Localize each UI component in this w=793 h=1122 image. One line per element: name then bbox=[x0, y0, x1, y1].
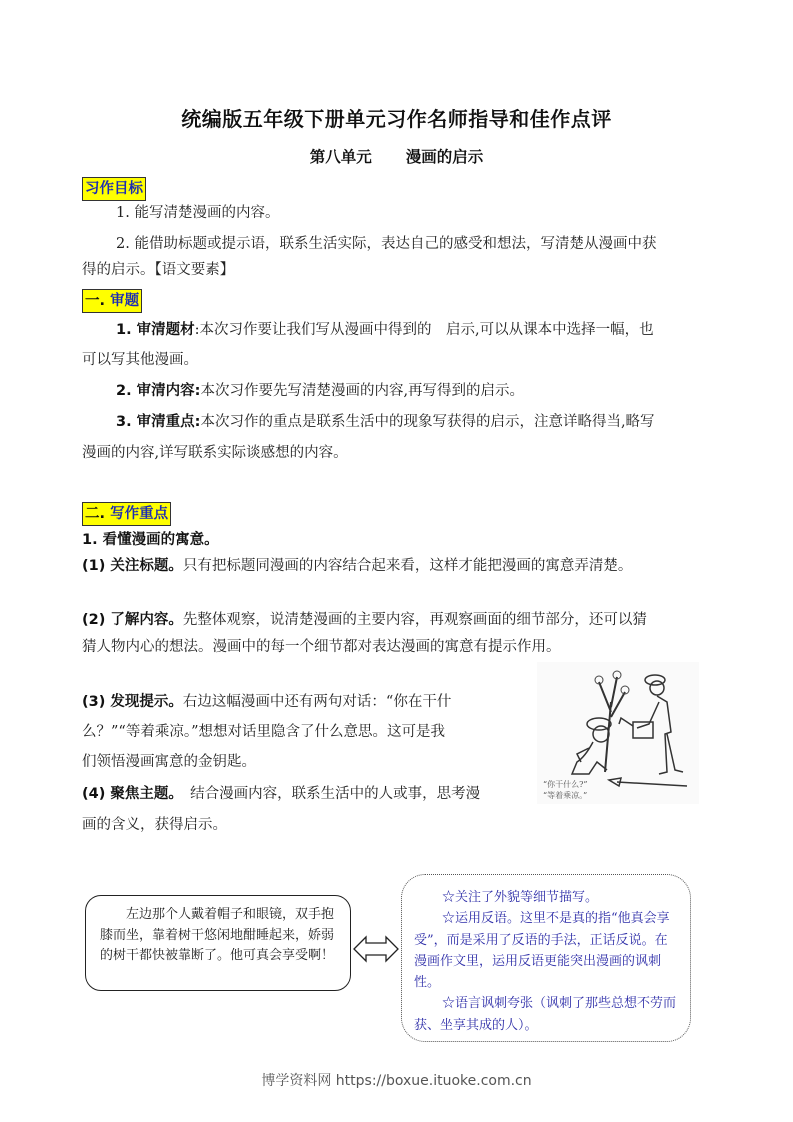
review-item-head: 1. 审清题材 bbox=[116, 322, 195, 338]
review-item-head: 2. 审清内容: bbox=[116, 383, 201, 399]
goal-item-2: 2. 能借助标题或提示语，联系生活实际，表达自己的感受和想法，写清楚从漫画中获 bbox=[116, 236, 657, 252]
focus-item-3 bbox=[82, 692, 451, 712]
comic-caption-1: “你干什么?” bbox=[543, 780, 588, 789]
review-item-1 bbox=[116, 320, 654, 340]
comic-illustration bbox=[537, 662, 699, 804]
double-arrow-icon bbox=[352, 934, 400, 964]
review-item-text: :本次习作要让我们写从漫画中得到的 启示,可以从课本中选择一幅，也 bbox=[194, 322, 654, 338]
review-item-text: 本次习作要先写清楚漫画的内容,再写得到的启示。 bbox=[200, 383, 525, 399]
focus-item-head: (2) 了解内容。 bbox=[82, 612, 183, 628]
focus-item-3-cont-1: 么？”“等着乘凉。”想想对话里隐含了什么意思。这可是我 bbox=[82, 724, 445, 740]
comment-item-2: ☆运用反语。这里不是真的指“他真会享受”，而是采用了反语的手法，正话反说。在漫画作文里，运用反语更能突出漫画的讽刺性。 bbox=[414, 911, 670, 991]
comment-box bbox=[401, 874, 691, 1042]
section-number: 二. bbox=[85, 506, 106, 522]
focus-item-text: 只有把标题同漫画的内容结合起来看，这样才能把漫画的寓意弄清楚。 bbox=[182, 558, 633, 574]
focus-item-head: (1) 关注标题。 bbox=[82, 558, 183, 574]
unit-subtitle bbox=[0, 145, 793, 167]
comic-drawing-icon bbox=[537, 662, 699, 804]
focus-item-4-cont: 画的含义，获得启示。 bbox=[82, 817, 227, 833]
section-tag-focus bbox=[82, 502, 171, 526]
focus-heading: 1. 看懂漫画的寓意。 bbox=[82, 532, 219, 548]
focus-item-2 bbox=[82, 610, 647, 630]
review-item-head: 3. 审清重点: bbox=[116, 414, 201, 430]
section-tag-label: 审题 bbox=[110, 293, 140, 309]
focus-item-text: 先整体观察，说清楚漫画的主要内容，再观察画面的细节部分，还可以猜 bbox=[182, 612, 647, 628]
review-item-3 bbox=[116, 412, 655, 432]
focus-item-text: 右边这幅漫画中还有两句对话：“你在干什 bbox=[182, 694, 452, 710]
goal-item-2-cont: 得的启示。【语文要素】 bbox=[82, 262, 235, 278]
section-tag-goals bbox=[82, 177, 146, 201]
unit-label: 第八单元 bbox=[309, 148, 372, 166]
review-item-3-cont: 漫画的内容,详写联系实际谈感想的内容。 bbox=[82, 445, 348, 461]
focus-item-head: (3) 发现提示。 bbox=[82, 694, 183, 710]
review-item-1-cont: 可以写其他漫画。 bbox=[82, 352, 198, 368]
document-title: 统编版五年级下册单元习作名师指导和佳作点评 bbox=[181, 107, 612, 131]
comment-item-1: ☆关注了外貌等细节描写。 bbox=[442, 890, 599, 905]
example-text-box bbox=[85, 895, 351, 991]
review-item-text: 本次习作的重点是联系生活中的现象写获得的启示，注意详略得当,略写 bbox=[200, 414, 655, 430]
focus-item-3-cont-2: 们领悟漫画寓意的金钥匙。 bbox=[82, 754, 256, 770]
comment-item-3: ☆语言讽刺夸张（讽刺了那些总想不劳而获、坐享其成的人）。 bbox=[414, 996, 677, 1033]
focus-item-4 bbox=[82, 784, 480, 804]
focus-item-head: (4) 聚焦主题。 bbox=[82, 786, 176, 802]
section-tag-label: 写作重点 bbox=[110, 506, 169, 522]
review-item-2 bbox=[116, 381, 524, 401]
section-tag-label: 习作目标 bbox=[85, 181, 143, 197]
section-tag-review bbox=[82, 289, 142, 313]
focus-item-1 bbox=[82, 556, 632, 576]
focus-item-text: 结合漫画内容，联系生活中的人或事，思考漫 bbox=[175, 786, 481, 802]
comic-caption-2: “等着乘凉。” bbox=[543, 791, 588, 800]
footer-watermark: 博学资料网 https://boxue.ituoke.com.cn bbox=[261, 1073, 532, 1089]
section-number: 一. bbox=[85, 293, 106, 309]
example-text: 左边那个人戴着帽子和眼镜，双手抱膝而坐，靠着树干悠闲地酣睡起来，娇弱的树干都快被靠断了。他可真会享受啊！ bbox=[100, 907, 335, 963]
topic-label: 漫画的启示 bbox=[405, 148, 484, 166]
goal-item-1: 1. 能写清楚漫画的内容。 bbox=[116, 205, 280, 221]
focus-item-2-cont: 猜人物内心的想法。漫画中的每一个细节都对表达漫画的寓意有提示作用。 bbox=[82, 639, 561, 655]
